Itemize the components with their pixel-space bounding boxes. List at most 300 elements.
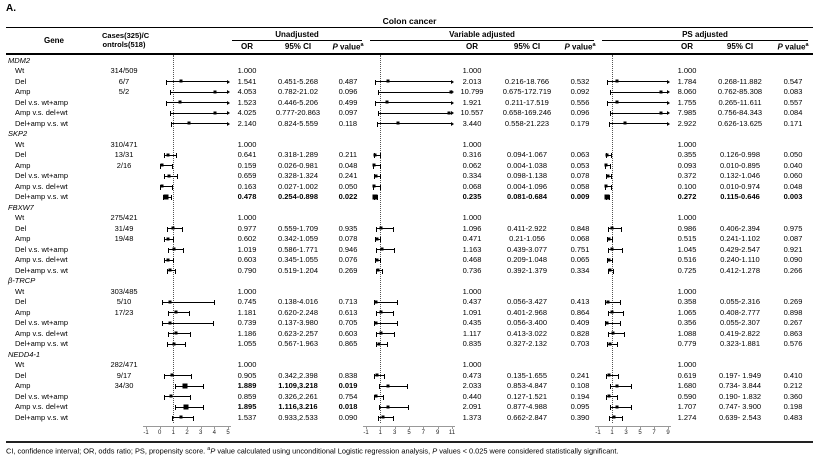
axis-tick-label: 7 <box>421 429 425 436</box>
ci-cap-left <box>164 395 165 400</box>
p-value-variable: 0.413 <box>570 297 590 307</box>
or-marker <box>606 300 609 303</box>
or-value-ps: 1.274 <box>677 412 697 422</box>
axis-tick <box>612 426 613 429</box>
forest-plot-cell <box>598 255 668 266</box>
or-value-ps: 8.060 <box>677 87 697 97</box>
or-marker <box>616 101 619 104</box>
ci-line <box>377 123 452 124</box>
cases-value: 2/16 <box>116 160 132 170</box>
or-value-variable: 1.000 <box>462 360 482 370</box>
axis-tick <box>187 426 188 429</box>
ci-cap-right <box>172 164 173 169</box>
or-marker <box>611 332 614 335</box>
ci-value-ps: 0.429-2.547 <box>719 244 761 254</box>
axis-tick-label: 9 <box>666 429 670 436</box>
col-header-or-ps: OR <box>681 42 693 51</box>
or-value-variable: 2.013 <box>462 76 482 86</box>
or-value-unadjusted: 1.186 <box>237 328 257 338</box>
or-marker <box>604 194 609 199</box>
p-value-unadjusted: 0.613 <box>338 307 358 317</box>
ci-line <box>164 176 178 177</box>
ci-cap-right <box>190 395 191 400</box>
or-value-unadjusted: 0.602 <box>237 234 257 244</box>
ci-value-variable: 0.439-3.077 <box>506 244 548 254</box>
axis-tick <box>626 426 627 429</box>
p-value-variable: 0.058 <box>570 181 590 191</box>
forest-plot-cell <box>366 318 452 329</box>
ci-value-variable: 0.401-2.968 <box>506 307 548 317</box>
ci-value-variable: 0.877-4.988 <box>506 402 548 412</box>
or-marker <box>166 258 169 261</box>
row-label: Amp <box>15 160 31 170</box>
p-value-unadjusted: 0.499 <box>338 97 358 107</box>
or-marker <box>612 416 615 419</box>
clip-arrow-icon <box>227 80 230 84</box>
cases-value: 9/17 <box>116 370 132 380</box>
row-label: Del+amp v.s. wt <box>15 118 69 128</box>
or-value-ps: 0.272 <box>677 192 697 202</box>
forest-plot-cell <box>598 181 668 192</box>
table-row <box>6 244 813 255</box>
or-value-unadjusted: 0.659 <box>237 171 257 181</box>
axis-tick-label: 1 <box>171 429 175 436</box>
ci-value-unadjusted: 0.326,2.261 <box>278 391 318 401</box>
or-value-ps: 1.088 <box>677 328 697 338</box>
axis-tick-label: 2 <box>185 429 189 436</box>
ci-cap-left <box>168 332 169 337</box>
or-value-variable: 0.440 <box>462 391 482 401</box>
or-value-unadjusted: 1.000 <box>237 139 257 149</box>
ci-value-unadjusted: 1.109,3.218 <box>278 381 318 391</box>
or-value-unadjusted: 0.641 <box>237 150 257 160</box>
ci-cap-left <box>162 300 163 305</box>
ci-line <box>379 407 408 408</box>
ci-cap-left <box>164 153 165 158</box>
ci-value-ps: 0.268-11.882 <box>718 76 762 86</box>
forest-plot-cell <box>146 412 228 423</box>
row-label: Amp <box>15 87 31 97</box>
p-value-variable: 0.556 <box>570 97 590 107</box>
forest-plot-cell <box>366 76 452 87</box>
ci-cap-left <box>610 90 611 95</box>
ci-cap-left <box>379 384 380 389</box>
or-marker <box>372 185 375 188</box>
clip-arrow-icon <box>227 101 230 105</box>
ci-cap-left <box>608 248 609 253</box>
or-value-unadjusted: 0.790 <box>237 265 257 275</box>
panel-label: A. <box>6 3 16 14</box>
axis-tick <box>409 426 410 429</box>
ci-cap-right <box>380 237 381 242</box>
p-value-unadjusted: 0.705 <box>338 318 358 328</box>
or-value-unadjusted: 1.889 <box>237 381 257 391</box>
p-value-unadjusted: 0.078 <box>338 234 358 244</box>
ci-value-ps: 0.408-2.777 <box>719 307 761 317</box>
p-value-ps: 0.267 <box>783 318 803 328</box>
forest-plot-cell <box>366 244 452 255</box>
forest-plot-cell <box>598 87 668 98</box>
axis-tick <box>654 426 655 429</box>
cases-value: 314/509 <box>110 66 138 76</box>
ci-cap-left <box>167 342 168 347</box>
forest-plot-cell <box>366 265 452 276</box>
p-value-unadjusted: 0.838 <box>338 370 358 380</box>
ci-line <box>171 123 228 124</box>
p-value-variable: 0.703 <box>570 339 590 349</box>
forest-plot-cell <box>366 339 452 350</box>
ci-cap-right <box>611 153 612 158</box>
axis-tick <box>380 426 381 429</box>
or-value-unadjusted: 2.140 <box>237 118 257 128</box>
ci-cap-right <box>185 342 186 347</box>
or-value-ps: 0.515 <box>677 234 697 244</box>
forest-plot-cell <box>598 108 668 119</box>
or-value-variable: 0.068 <box>462 181 482 191</box>
forest-plot-cell <box>598 66 668 77</box>
or-value-variable: 0.736 <box>462 265 482 275</box>
forest-plot-cell <box>598 328 668 339</box>
table-row <box>6 87 813 98</box>
forest-plot-cell <box>598 139 668 150</box>
p-value-variable: 0.095 <box>570 402 590 412</box>
forest-plot-cell <box>598 234 668 245</box>
ci-cap-right <box>393 311 394 316</box>
ci-cap-right <box>177 174 178 179</box>
col-header-pvalue-unadjusted: P value$^a$ <box>332 41 364 52</box>
ci-line <box>164 396 190 397</box>
forest-plot-cell <box>598 370 668 381</box>
ci-cap-right <box>612 258 613 263</box>
forest-plot-cell <box>598 297 668 308</box>
ci-cap-right <box>193 416 194 421</box>
forest-plot-cell <box>146 87 228 98</box>
or-marker <box>375 374 378 377</box>
or-value-variable: 1.117 <box>462 328 482 338</box>
p-value-unadjusted: 0.269 <box>338 265 358 275</box>
clip-arrow-icon <box>667 101 670 105</box>
forest-plot-cell <box>146 318 228 329</box>
axis-tick <box>395 426 396 429</box>
or-value-variable: 1.000 <box>462 66 482 76</box>
ci-cap-left <box>168 248 169 253</box>
table-row <box>6 171 813 182</box>
or-value-unadjusted: 1.000 <box>237 213 257 223</box>
ci-value-variable: 0.094-1.067 <box>506 150 548 160</box>
row-label: Wt <box>15 139 25 149</box>
row-label: Del <box>15 297 27 307</box>
forest-plot-cell <box>366 160 452 171</box>
or-marker <box>169 269 172 272</box>
ci-cap-right <box>380 153 381 158</box>
or-marker <box>615 405 618 408</box>
cases-header-line2: ontrols(518) <box>102 40 146 49</box>
ci-value-unadjusted: 0.782-21.02 <box>277 87 319 97</box>
ci-cap-right <box>397 300 398 305</box>
axis-tick-label: -1 <box>363 429 369 436</box>
or-marker <box>174 332 177 335</box>
row-label: Del v.s. wt+amp <box>15 391 69 401</box>
ci-value-variable: 0.081-0.684 <box>506 192 548 202</box>
forest-plot-cell <box>598 307 668 318</box>
forest-plot-cell <box>598 339 668 350</box>
forest-plot-cell <box>366 139 452 150</box>
ci-value-variable: 0.392-1.379 <box>506 265 548 275</box>
forest-plot-cell <box>146 213 228 224</box>
or-marker <box>659 111 662 114</box>
or-value-variable: 1.000 <box>462 213 482 223</box>
p-value-ps: 0.050 <box>783 150 803 160</box>
forest-plot-cell <box>146 328 228 339</box>
or-marker <box>374 174 377 177</box>
or-marker <box>372 194 377 199</box>
p-value-ps: 0.266 <box>783 265 803 275</box>
or-marker <box>387 405 390 408</box>
or-value-ps: 0.358 <box>677 297 697 307</box>
forest-plot-cell <box>366 181 452 192</box>
or-marker <box>214 90 217 93</box>
ci-value-variable: 0.056-3.400 <box>506 318 548 328</box>
forest-plot-cell <box>146 97 228 108</box>
axis-tick-label: -1 <box>143 429 149 436</box>
ci-line <box>610 386 632 387</box>
row-label: Wt <box>15 213 25 223</box>
or-value-ps: 1.000 <box>677 360 697 370</box>
footnote-abbreviations: CI, confidence interval; OR, odds ratio; PS, propensity score. <box>6 445 208 455</box>
ci-value-unadjusted: 0.254-0.898 <box>277 192 319 202</box>
or-value-variable: 2.033 <box>462 381 482 391</box>
ci-cap-left <box>376 248 377 253</box>
or-marker <box>604 185 607 188</box>
ci-cap-right <box>620 300 621 305</box>
ci-cap-right <box>382 269 383 274</box>
table-row <box>6 297 813 308</box>
ci-cap-left <box>610 405 611 410</box>
row-label: Del v.s. wt+amp <box>15 244 69 254</box>
or-value-unadjusted: 0.478 <box>237 192 257 202</box>
or-value-ps: 1.755 <box>677 97 697 107</box>
row-label: Del+amp v.s. wt <box>15 412 69 422</box>
forest-plot-cell <box>598 223 668 234</box>
ci-cap-right <box>171 195 172 200</box>
or-value-variable: 0.235 <box>462 192 482 202</box>
ci-cap-right <box>189 311 190 316</box>
ci-value-unadjusted: 0.446-5.206 <box>277 97 319 107</box>
row-label: Del <box>15 370 27 380</box>
or-marker <box>386 384 389 387</box>
ci-cap-right <box>631 405 632 410</box>
or-value-ps: 0.986 <box>677 223 697 233</box>
ci-value-ps: 0.055-2.307 <box>719 318 761 328</box>
ci-value-unadjusted: 0.586-1.771 <box>277 244 319 254</box>
or-marker <box>607 258 610 261</box>
axis-tick-label: 9 <box>435 429 440 436</box>
table-row <box>6 97 813 108</box>
or-value-variable: 0.435 <box>462 318 482 328</box>
ci-cap-right <box>622 416 623 421</box>
ci-cap-right <box>173 258 174 263</box>
or-marker <box>382 416 385 419</box>
row-label: Del+amp v.s. wt <box>15 265 69 275</box>
clip-arrow-icon <box>451 101 454 105</box>
ci-value-variable: 0.411-2.922 <box>507 223 547 233</box>
or-value-variable: 0.468 <box>462 255 482 265</box>
forest-plot-cell <box>366 391 452 402</box>
ci-value-ps: 0.762-85.308 <box>717 87 763 97</box>
axis-tick-label: 3 <box>392 429 397 436</box>
ci-cap-right <box>384 374 385 379</box>
or-value-ps: 0.590 <box>677 391 697 401</box>
ci-value-ps: 0.115-0.646 <box>720 192 760 202</box>
p-value-ps: 0.171 <box>783 118 803 128</box>
ci-cap-left <box>171 122 172 127</box>
ci-cap-right <box>380 174 381 179</box>
forest-plot-cell <box>146 307 228 318</box>
or-marker <box>167 153 170 156</box>
ci-cap-right <box>617 342 618 347</box>
ci-cap-right <box>214 300 215 305</box>
forest-plot-cell <box>366 223 452 234</box>
ci-value-unadjusted: 0.451-5.268 <box>277 76 319 86</box>
row-label: Del+amp v.s. wt <box>15 192 69 202</box>
p-value-variable: 0.390 <box>570 412 590 422</box>
p-value-variable: 0.241 <box>570 370 590 380</box>
forest-plot-cell <box>366 307 452 318</box>
ci-cap-left <box>170 111 171 116</box>
or-marker <box>377 269 380 272</box>
table-row <box>6 213 813 224</box>
ci-cap-left <box>607 80 608 85</box>
or-value-variable: 1.091 <box>462 307 482 317</box>
axis-tick-label: 1 <box>378 429 382 436</box>
ci-cap-right <box>397 321 398 326</box>
row-label: Del <box>15 150 27 160</box>
axis-tick <box>201 426 202 429</box>
or-value-unadjusted: 0.159 <box>237 160 257 170</box>
clip-arrow-icon <box>227 90 230 94</box>
forest-plot-cell <box>598 76 668 87</box>
or-value-ps: 1.707 <box>677 402 697 412</box>
p-value-variable: 0.063 <box>570 150 590 160</box>
p-value-unadjusted: 0.048 <box>338 160 358 170</box>
forest-plot-cell <box>366 234 452 245</box>
or-marker <box>604 164 607 167</box>
ci-value-ps: 0.323-1.881 <box>719 339 761 349</box>
ci-value-variable: 0.004-1.038 <box>506 160 548 170</box>
ci-cap-right <box>617 395 618 400</box>
or-marker <box>375 258 378 261</box>
ci-value-unadjusted: 0.137-3.980 <box>277 318 319 328</box>
ci-cap-right <box>380 258 381 263</box>
or-marker <box>374 153 377 156</box>
ci-value-variable: 0.658-169.246 <box>502 108 552 118</box>
p-value-variable: 0.009 <box>570 192 590 202</box>
p-value-variable: 0.078 <box>570 171 590 181</box>
ci-value-variable: 0.135-1.655 <box>506 370 548 380</box>
ci-cap-left <box>610 384 611 389</box>
or-value-unadjusted: 0.745 <box>237 297 257 307</box>
ci-line <box>167 344 186 345</box>
ci-cap-right <box>387 342 388 347</box>
forest-plot-cell <box>366 412 452 423</box>
p-value-ps: 0.084 <box>783 108 803 118</box>
ci-value-variable: 0.558-21.223 <box>504 118 550 128</box>
ci-value-variable: 0.327-2.132 <box>506 339 548 349</box>
p-value-unadjusted: 0.019 <box>338 381 358 391</box>
forest-plot-cell <box>146 360 228 371</box>
group-header-variable-adjusted: Variable adjusted <box>370 30 594 41</box>
ci-cap-left <box>172 416 173 421</box>
forest-plot-cell <box>598 412 668 423</box>
p-value-unadjusted: 0.603 <box>338 328 358 338</box>
or-value-ps: 0.779 <box>677 339 697 349</box>
ci-cap-right <box>393 227 394 232</box>
ci-cap-right <box>394 332 395 337</box>
ci-cap-right <box>203 405 204 410</box>
table-row <box>6 255 813 266</box>
col-header-pvalue-variable: P value$^a$ <box>564 41 596 52</box>
axis-tick-label: 1 <box>610 429 614 436</box>
ci-cap-left <box>164 374 165 379</box>
table-row <box>6 76 813 87</box>
or-value-variable: 10.799 <box>460 87 484 97</box>
table-row <box>6 234 813 245</box>
row-label: Amp v.s. del+wt <box>15 181 68 191</box>
p-value-unadjusted: 0.487 <box>338 76 358 86</box>
forest-plot-cell <box>598 213 668 224</box>
ci-cap-right <box>383 395 384 400</box>
gene-name: NEDD4-1 <box>8 349 41 359</box>
p-value-unadjusted: 0.946 <box>338 244 358 254</box>
or-marker <box>160 185 163 188</box>
ci-cap-left <box>608 332 609 337</box>
or-value-variable: 10.557 <box>460 108 484 118</box>
ci-value-unadjusted: 0.342,2.398 <box>278 370 318 380</box>
ci-value-unadjusted: 0.138-4.016 <box>277 297 319 307</box>
table-row <box>6 339 813 350</box>
or-value-ps: 0.100 <box>677 181 697 191</box>
ci-cap-left <box>378 111 379 116</box>
or-marker <box>609 342 612 345</box>
forest-plot-cell <box>146 265 228 276</box>
ci-cap-left <box>164 174 165 179</box>
or-value-variable: 1.163 <box>462 244 482 254</box>
axis-line <box>595 426 671 427</box>
ci-value-unadjusted: 0.567-1.963 <box>277 339 319 349</box>
forest-plot-cell <box>146 150 228 161</box>
ci-cap-left <box>376 332 377 337</box>
group-header-ps-adjusted: PS adjusted <box>602 30 808 41</box>
or-value-unadjusted: 0.603 <box>237 255 257 265</box>
row-label: Amp v.s. del+wt <box>15 108 68 118</box>
p-value-unadjusted: 0.050 <box>338 181 358 191</box>
table-row <box>6 139 813 150</box>
forest-plot-cell <box>598 286 668 297</box>
ci-cap-right <box>408 405 409 410</box>
axis-tick <box>452 426 453 429</box>
forest-plot-cell <box>598 244 668 255</box>
or-marker <box>607 237 610 240</box>
p-value-ps: 0.547 <box>783 76 803 86</box>
ci-line <box>379 386 408 387</box>
axis-tick <box>146 426 147 429</box>
col-header-or-unadjusted: OR <box>241 42 253 51</box>
cases-value: 282/471 <box>110 360 138 370</box>
ci-cap-right <box>624 332 625 337</box>
axis-tick-label: 11 <box>448 429 456 436</box>
forest-plot-cell <box>146 370 228 381</box>
or-value-ps: 1.065 <box>677 307 697 317</box>
